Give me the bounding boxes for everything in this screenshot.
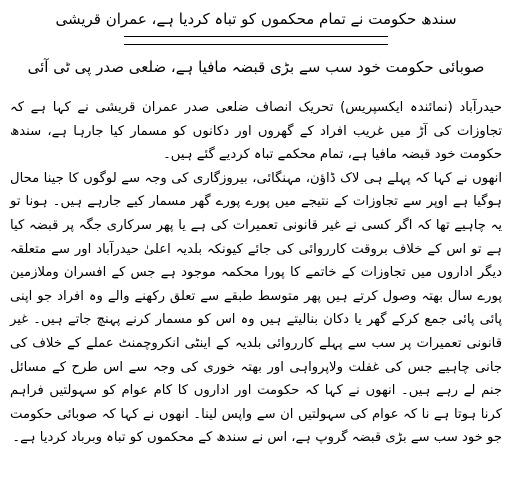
headline-secondary-text: صوبائی حکومت خود سب سے بڑی قبضہ مافیا ہے، ضلعی صدر پی ٹی آئی	[27, 58, 485, 76]
headline-primary	[0, 8, 512, 30]
headline-secondary	[0, 56, 512, 78]
article-paragraph-1: حیدرآباد (نمائندہ ایکسپریس) تحریک انصاف ضلعی صدر عمران قریشی نے کہا ہے کہ تجاوزات کی آڑ میں غریب افراد کے گھروں اور دکانوں کو مسمار کیا جارہا ہے، سندھ حکومت خود قبضہ مافیا ہے، تمام محکمے تباہ کردیے گئے ہیں۔	[10, 100, 502, 163]
headline-primary-text: سندھ حکومت نے تمام محکموں کو تباہ کردیا ہے، عمران قریشی	[55, 10, 457, 28]
headline-divider-top	[124, 36, 388, 37]
article-paragraph-2: انھوں نے کہا کہ پہلے ہی لاک ڈاؤن، مہنگائی، بیروزگاری کی وجہ سے لوگوں کا جینا محال ہوگیا ہے اوپر سے تجاوزات کے نتیجے میں پورے پورے گھر مسمار کیے جارہے ہیں۔ ہونا تو یہ چاہیے تھا کہ اگر کسی نے غیر قانونی تعمیرات کی ہے یا پھر سرکاری جگہ پر قبضہ کیا ہے تو اس کے خلاف بروقت کارروائی کی جائے کیونکہ بلدیہ اعلیٰ حیدرآباد اور سے متعلقہ دیگر اداروں میں تجاوزات کے خاتمے کا پورا محکمہ موجود ہے جس کے افسران وملازمین پورے سال بھتہ وصول کرتے ہیں پھر متوسط طبقے سے تعلق رکھنے والے وہ افراد جو اپنی پائی پائی جمع کرکے گھر یا دکان بنالیتے ہیں وہ اس کو مسمار کرنے پہنچ جاتے ہیں۔ غیر قانونی تعمیرات پر سب سے پہلے کارروائی بلدیہ کے اینٹی انکروچمنٹ عملے کے خلاف کی جانی چاہیے جس کی غفلت ولاپرواہی اور بھتہ خوری کی وجہ سے اس طرح کے مسائل جنم لے رہے ہیں۔ انھوں نے کہا کہ حکومت اور اداروں کا کام عوام کو سہولتیں فراہم کرنا ہوتا ہے نا کہ عوام کی سہولتیں ان سے واپس لینا۔ انھوں نے کہا کہ صوبائی حکومت جو خود سب سے بڑی قبضہ گروپ ہے، اس نے سندھ کے محکموں کو تباہ وبرباد کردیا ہے۔	[10, 170, 502, 446]
headline-divider-bottom	[124, 44, 388, 45]
article-body	[10, 96, 502, 450]
